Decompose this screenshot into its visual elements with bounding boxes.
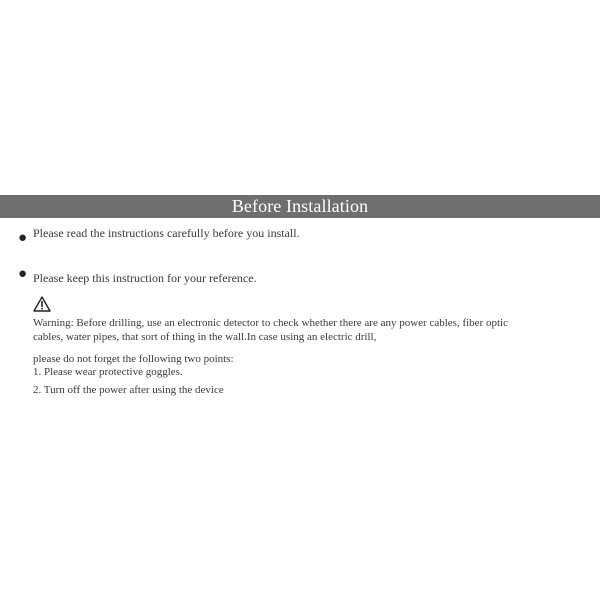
notes-intro: please do not forget the following two points: bbox=[33, 353, 234, 365]
section-title: Before Installation bbox=[231, 196, 369, 216]
note-step-1: 1. Please wear protective goggles. bbox=[33, 366, 183, 378]
section-header bbox=[0, 195, 600, 218]
bullet-text: Please read the instructions carefully before you install. bbox=[33, 226, 300, 240]
warning-triangle-icon bbox=[33, 296, 51, 312]
note-step-2: 2. Turn off the power after using the device bbox=[33, 384, 224, 396]
warning-text-line-2: cables, water pipes, that sort of thing in the wall.In case using an electric drill, bbox=[33, 331, 377, 343]
bullet-text: Please keep this instruction for your reference. bbox=[33, 271, 257, 285]
bullet-dot-icon: ● bbox=[18, 266, 28, 282]
warning-text-line-1: Warning: Before drilling, use an electronic detector to check whether there are any power cables, fiber optic bbox=[33, 317, 508, 329]
bullet-dot-icon: ● bbox=[18, 230, 28, 246]
